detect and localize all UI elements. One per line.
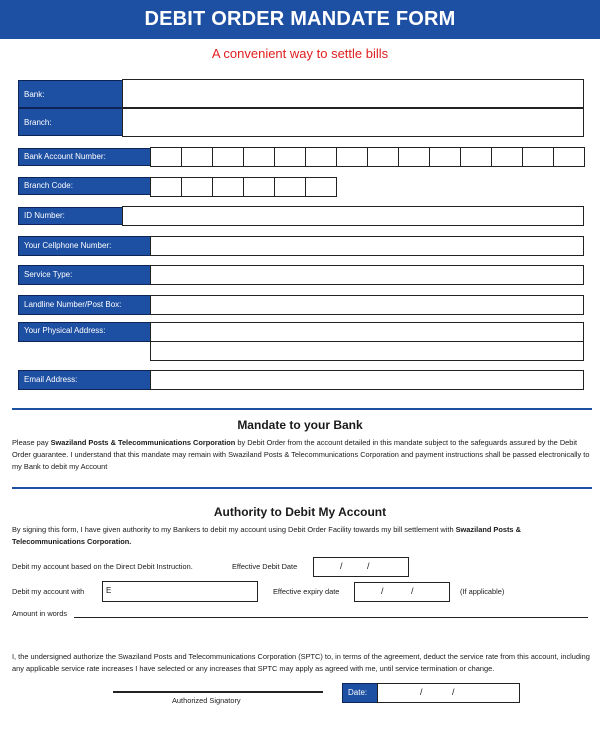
debit-amount-input[interactable] xyxy=(102,581,258,602)
address-input-line-2[interactable] xyxy=(150,341,584,361)
date-separator: / xyxy=(381,586,384,596)
expiry-date-input[interactable] xyxy=(354,582,450,602)
address-label: Your Physical Address: xyxy=(18,322,151,342)
form-subtitle: A convenient way to settle bills xyxy=(211,46,389,61)
amount-words-label: Amount in words xyxy=(12,609,68,618)
effective-date-label: Effective Debit Date xyxy=(232,562,298,571)
account-digit-cell[interactable] xyxy=(491,147,523,167)
account-digit-cell[interactable] xyxy=(522,147,554,167)
direct-debit-instruction: Debit my account based on the Direct Debit Instruction. xyxy=(12,562,193,571)
branch-label: Branch: xyxy=(18,108,123,136)
currency-symbol: E xyxy=(106,586,112,595)
date-separator: / xyxy=(367,561,370,571)
email-label: Email Address: xyxy=(18,370,151,390)
account-digit-cell[interactable] xyxy=(460,147,492,167)
signatory-label: Authorized Signatory xyxy=(172,696,241,705)
branch-code-label: Branch Code: xyxy=(18,177,151,195)
id-number-label: ID Number: xyxy=(18,207,123,225)
authority-title: Authority to Debit My Account xyxy=(213,505,387,519)
account-digit-cell[interactable] xyxy=(336,147,368,167)
signature-line[interactable] xyxy=(113,691,323,693)
section-divider xyxy=(12,408,592,410)
bank-label: Bank: xyxy=(18,80,123,108)
date-separator: / xyxy=(340,561,343,571)
account-digit-cell[interactable] xyxy=(553,147,585,167)
account-digit-cell[interactable] xyxy=(243,147,275,167)
address-input-line-1[interactable] xyxy=(150,322,584,342)
debit-with-label: Debit my account with xyxy=(12,587,85,596)
agreement-text: I, the undersigned authorize the Swaziland Posts and Telecommunications Corporation (SPTC) to, in terms of the agreement, deduct the service rate from this account, including any applicable service rate increases I have selected or any increases that SPTC may apply as agreed with me, until service termination or change. xyxy=(12,652,590,673)
id-number-input[interactable] xyxy=(122,206,584,226)
effective-date-input[interactable] xyxy=(313,557,409,577)
date-separator: / xyxy=(452,687,455,697)
landline-input[interactable] xyxy=(150,295,584,315)
expiry-date-label: Effective expiry date xyxy=(273,587,340,596)
account-digit-cell[interactable] xyxy=(398,147,430,167)
account-digit-cell[interactable] xyxy=(305,147,337,167)
signature-date-input[interactable] xyxy=(377,683,520,703)
service-type-label: Service Type: xyxy=(18,265,151,285)
branch-code-digit-cell[interactable] xyxy=(274,177,306,197)
account-digit-cell[interactable] xyxy=(367,147,399,167)
mandate-text: Please pay Swaziland Posts & Telecommunications Corporation by Debit Order from the account detailed in this mandate subject to the safeguards assured by the Debit Order guarantee. I understand that this mandate may remain with Swaziland Posts & Telecommunications Corporation and payment instructions shall be passed electronically to my Bank to debit my Account xyxy=(12,438,590,471)
account-digit-cell[interactable] xyxy=(212,147,244,167)
amount-words-line[interactable] xyxy=(74,617,588,618)
service-type-input[interactable] xyxy=(150,265,584,285)
account-digit-cell[interactable] xyxy=(181,147,213,167)
account-digit-cell[interactable] xyxy=(274,147,306,167)
cellphone-label: Your Cellphone Number: xyxy=(18,236,151,256)
bank-input[interactable] xyxy=(122,79,584,108)
mandate-title: Mandate to your Bank xyxy=(237,418,363,432)
if-applicable-note: (If applicable) xyxy=(460,587,505,596)
branch-code-digit-cell[interactable] xyxy=(181,177,213,197)
account-digit-cell[interactable] xyxy=(150,147,182,167)
cellphone-input[interactable] xyxy=(150,236,584,256)
branch-code-digit-cell[interactable] xyxy=(150,177,182,197)
account-number-label: Bank Account Number: xyxy=(18,148,151,166)
form-title: DEBIT ORDER MANDATE FORM xyxy=(0,0,600,39)
branch-input[interactable] xyxy=(122,108,584,137)
section-divider xyxy=(12,487,592,489)
email-input[interactable] xyxy=(150,370,584,390)
branch-code-digit-cell[interactable] xyxy=(212,177,244,197)
date-separator: / xyxy=(420,687,423,697)
branch-code-digit-cell[interactable] xyxy=(305,177,337,197)
authority-text: By signing this form, I have given authority to my Bankers to debit my account using Debit Order Facility towards my bill settlement with Swaziland Posts & Telecommunications Corporation. xyxy=(12,525,521,546)
date-label: Date: xyxy=(342,683,378,703)
landline-label: Landline Number/Post Box: xyxy=(18,295,151,315)
branch-code-digit-cell[interactable] xyxy=(243,177,275,197)
account-digit-cell[interactable] xyxy=(429,147,461,167)
date-separator: / xyxy=(411,586,414,596)
